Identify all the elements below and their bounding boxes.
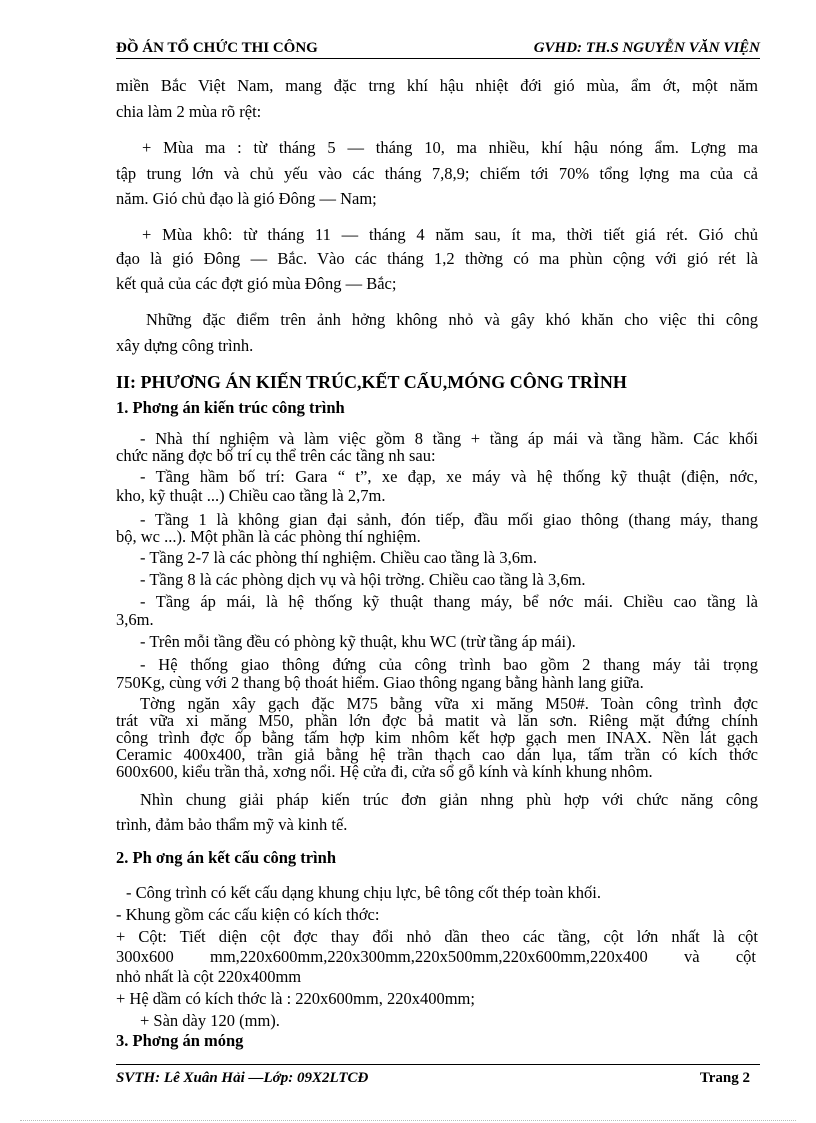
paragraph-line: năm. Gió chủ đạo là gió Đông — Nam; [116, 189, 377, 208]
paragraph-line: kho, kỹ thuật ...) Chiều cao tầng là 2,7m. [116, 486, 386, 505]
page-header [116, 40, 760, 59]
footer-page-number: Trang 2 [699, 1070, 750, 1086]
header-supervisor: GVHD: TH.S NGUYỄN VĂN VIỆN [533, 40, 760, 56]
paragraph-line: chia làm 2 mùa rõ rệt: [116, 102, 262, 121]
paragraph-line: 300x600 mm,220x600mm,220x300mm,220x500mm,220x600mm,220x400 và cột [116, 947, 756, 966]
paragraph-line: 600x600, kiểu trần thả, xơng nổi. Hệ cửa đi, cửa sổ gỗ kính và kính khung nhôm. [116, 762, 653, 781]
paragraph-line: - Khung gồm các cấu kiện có kích thớc: [116, 905, 380, 924]
paragraph-line: + Mùa khô: từ tháng 11 — tháng 4 năm sau, ít ma, thời tiết giá rét. Gió chủ [142, 225, 758, 244]
paragraph-line: - Trên mỗi tầng đều có phòng kỹ thuật, khu WC (trừ tầng áp mái). [140, 632, 576, 651]
page-bottom-divider [20, 1120, 796, 1121]
paragraph-line: tập trung lớn và chủ yếu vào các tháng 7,8,9; chiếm tới 70% tổng lợng ma của cả [116, 164, 758, 183]
paragraph-line: miền Bắc Việt Nam, mang đặc trng khí hậu nhiệt đới gió mùa, ẩm ớt, một năm [116, 76, 758, 95]
paragraph-line: trình, đảm bảo thẩm mỹ và kinh tế. [116, 815, 348, 834]
paragraph-line: bộ, wc ...). Một phần là các phòng thí nghiệm. [116, 527, 421, 546]
paragraph-line: đạo là gió Đông — Bắc. Vào các tháng 1,2 thờng có ma phùn cộng với gió rét là [116, 249, 758, 268]
footer-student-info: SVTH: Lê Xuân Hải —Lớp: 09X2LTCĐ [116, 1070, 369, 1086]
paragraph-line: - Hệ thống giao thông đứng của công trình bao gồm 2 thang máy tải trọng [140, 655, 758, 674]
paragraph-line: Tờng ngăn xây gạch đặc M75 bằng vữa xi măng M50#. Toàn công trình đợc [140, 694, 758, 713]
paragraph-line: - Tầng hầm bố trí: Gara “ t”, xe đạp, xe máy và hệ thống kỹ thuật (điện, nớc, [140, 467, 758, 486]
paragraph-line: Ceramic 400x400, trần giả bằng hệ trần thạch cao dán lụa, tấm trần có kích thớc [116, 745, 758, 764]
paragraph-line: trát vữa xi măng M50, phần lớn đợc bả matit và lăn sơn. Riêng mặt đứng chính [116, 711, 758, 730]
paragraph-line: kết quả của các đợt gió mùa Đông — Bắc; [116, 274, 397, 293]
paragraph-line: xây dựng công trình. [116, 336, 254, 355]
paragraph-line: - Nhà thí nghiệm và làm việc gồm 8 tầng + tầng áp mái và tầng hầm. Các khối [140, 429, 758, 448]
subsection-heading: 2. Ph ơng án kết cấu công trình [116, 848, 336, 867]
paragraph-line: 3,6m. [116, 610, 154, 629]
paragraph-line: 750Kg, cùng với 2 thang bộ thoát hiểm. Giao thông ngang bằng hành lang giữa. [116, 673, 644, 692]
paragraph-line: + Hệ dầm có kích thớc là : 220x600mm, 220x400mm; [116, 989, 475, 1008]
paragraph-line: Nhìn chung giải pháp kiến trúc đơn giản nhng phù hợp với chức năng công [140, 790, 758, 809]
paragraph-line: + Mùa ma : từ tháng 5 — tháng 10, ma nhiều, khí hậu nóng ẩm. Lợng ma [142, 138, 758, 157]
page-footer [116, 1064, 760, 1089]
paragraph-line: chức năng đợc bố trí cụ thể trên các tầng nh sau: [116, 446, 436, 465]
subsection-heading: 3. Phơng án móng [116, 1031, 244, 1050]
header-project-title: ĐỒ ÁN TỔ CHỨC THI CÔNG [116, 40, 318, 56]
paragraph-line: công trình đợc ốp bằng tấm hợp kim nhôm kết hợp gạch men INAX. Nền lát gạch [116, 728, 758, 747]
paragraph-line: - Tầng áp mái, là hệ thống kỹ thuật thang máy, bể nớc mái. Chiều cao tầng là [140, 592, 758, 611]
paragraph-line: - Tầng 2-7 là các phòng thí nghiệm. Chiều cao tầng là 3,6m. [140, 548, 537, 567]
paragraph-line: - Tầng 8 là các phòng dịch vụ và hội trờng. Chiều cao tầng là 3,6m. [140, 570, 586, 589]
paragraph-line: nhỏ nhất là cột 220x400mm [116, 967, 302, 986]
paragraph-line: + Cột: Tiết diện cột đợc thay đổi nhỏ dần theo các tầng, cột lớn nhất là cột [116, 927, 758, 946]
paragraph-line: - Công trình có kết cấu dạng khung chịu lực, bê tông cốt thép toàn khối. [126, 883, 601, 902]
subsection-heading: 1. Phơng án kiến trúc công trình [116, 398, 345, 417]
section-heading: II: PHƯƠNG ÁN KIẾN TRÚC,KẾT CẤU,MÓNG CÔNG TRÌNH [116, 372, 627, 392]
paragraph-line: Những đặc điểm trên ảnh hởng không nhỏ và gây khó khăn cho việc thi công [146, 310, 758, 329]
paragraph-line: + Sàn dày 120 (mm). [140, 1011, 280, 1030]
paragraph-line: - Tầng 1 là không gian đại sảnh, đón tiếp, đầu mối giao thông (thang máy, thang [140, 510, 758, 529]
